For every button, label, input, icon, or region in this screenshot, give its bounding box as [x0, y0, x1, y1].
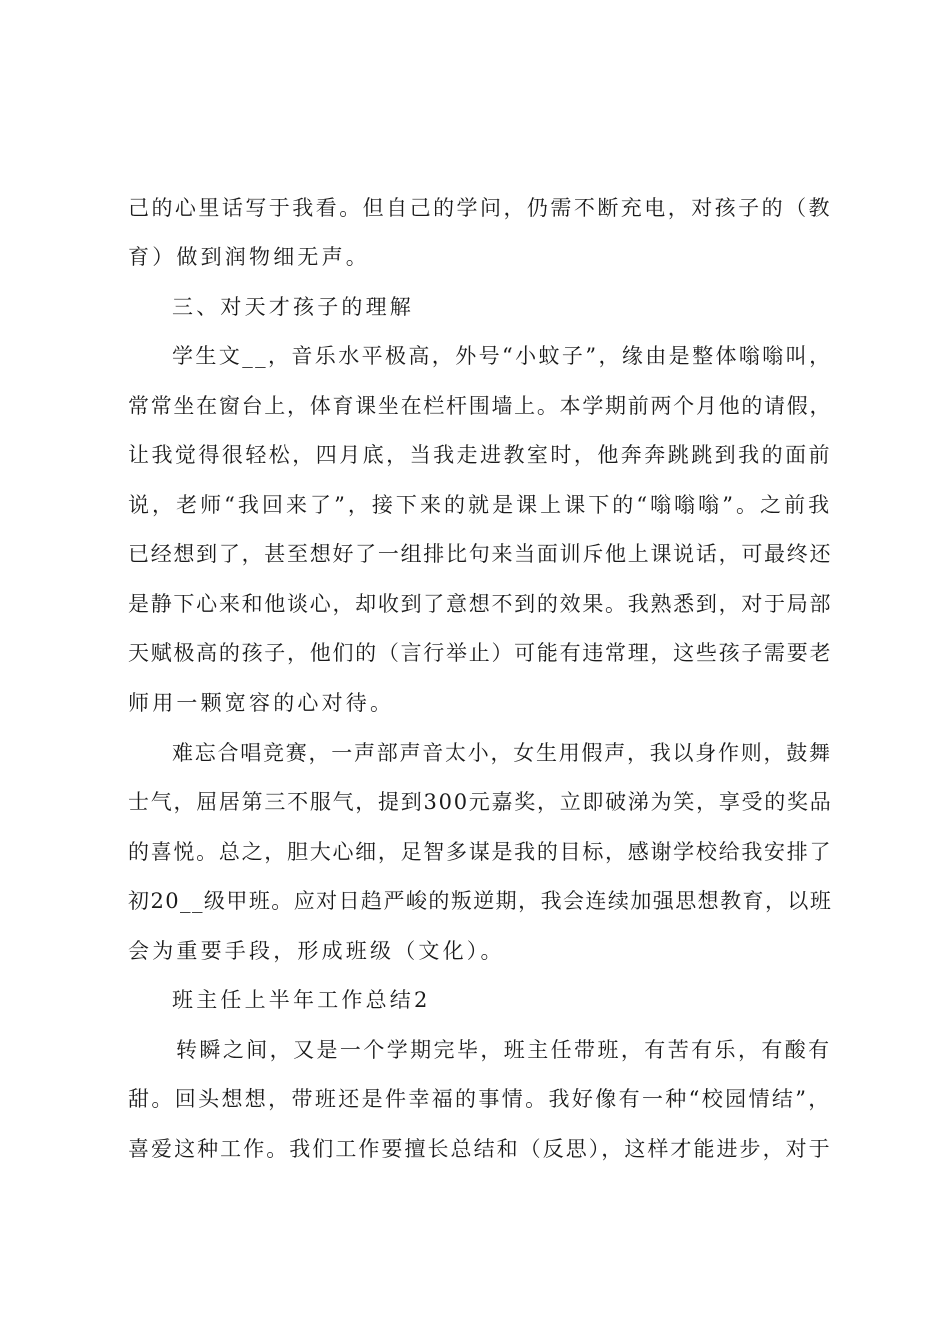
- text-line: 初20__级甲班。应对日趋严峻的叛逆期，我会连续加强思想教育，以班: [128, 889, 833, 913]
- text-line: 喜爱这种工作。我们工作要擅长总结和（反思），这样才能进步，对于: [128, 1137, 832, 1161]
- document-body: [128, 0, 832, 1344]
- text-line: 师用一颗宽容的心对待。: [128, 691, 395, 715]
- text-line: 是静下心来和他谈心，却收到了意想不到的效果。我熟悉到，对于局部: [128, 592, 833, 616]
- text-line: 已经想到了，甚至想好了一组排比句来当面训斥他上课说话，可最终还: [128, 542, 833, 566]
- section-heading: 班主任上半年工作总结2: [172, 988, 431, 1012]
- text-line: 育）做到润物细无声。: [128, 245, 370, 269]
- text-line: 让我觉得很轻松，四月底，当我走进教室时，他奔奔跳跳到我的面前: [128, 443, 832, 467]
- text-line: 士气，屈居第三不服气，提到300元嘉奖，立即破涕为笑，享受的奖品: [128, 790, 833, 814]
- text-line: 学生文__，音乐水平极高，外号“小蚊子”，缘由是整体嗡嗡叫，: [172, 344, 833, 368]
- text-line: 难忘合唱竞赛，一声部声音太小，女生用假声，我以身作则，鼓舞: [172, 741, 832, 765]
- text-line: 天赋极高的孩子，他们的（言行举止）可能有违常理，这些孩子需要老: [128, 641, 833, 665]
- text-line: 己的心里话写于我看。但自己的学问，仍需不断充电，对孩子的（教: [128, 196, 832, 220]
- text-line: 转瞬之间，又是一个学期完毕，班主任带班，有苦有乐，有酸有: [176, 1038, 832, 1062]
- text-line: 的喜悦。总之，胆大心细，足智多谋是我的目标，感谢学校给我安排了: [128, 840, 833, 864]
- text-line: 会为重要手段，形成班级（文化）。: [128, 939, 505, 963]
- text-line: 说，老师“我回来了”，接下来的就是课上课下的“嗡嗡嗡”。之前我: [128, 493, 833, 517]
- text-line: 常常坐在窗台上，体育课坐在栏杆围墙上。本学期前两个月他的请假，: [128, 394, 833, 418]
- section-heading: 三、对天才孩子的理解: [172, 295, 414, 319]
- text-line: 甜。回头想想，带班还是件幸福的事情。我好像有一种“校园情结”，: [128, 1087, 832, 1111]
